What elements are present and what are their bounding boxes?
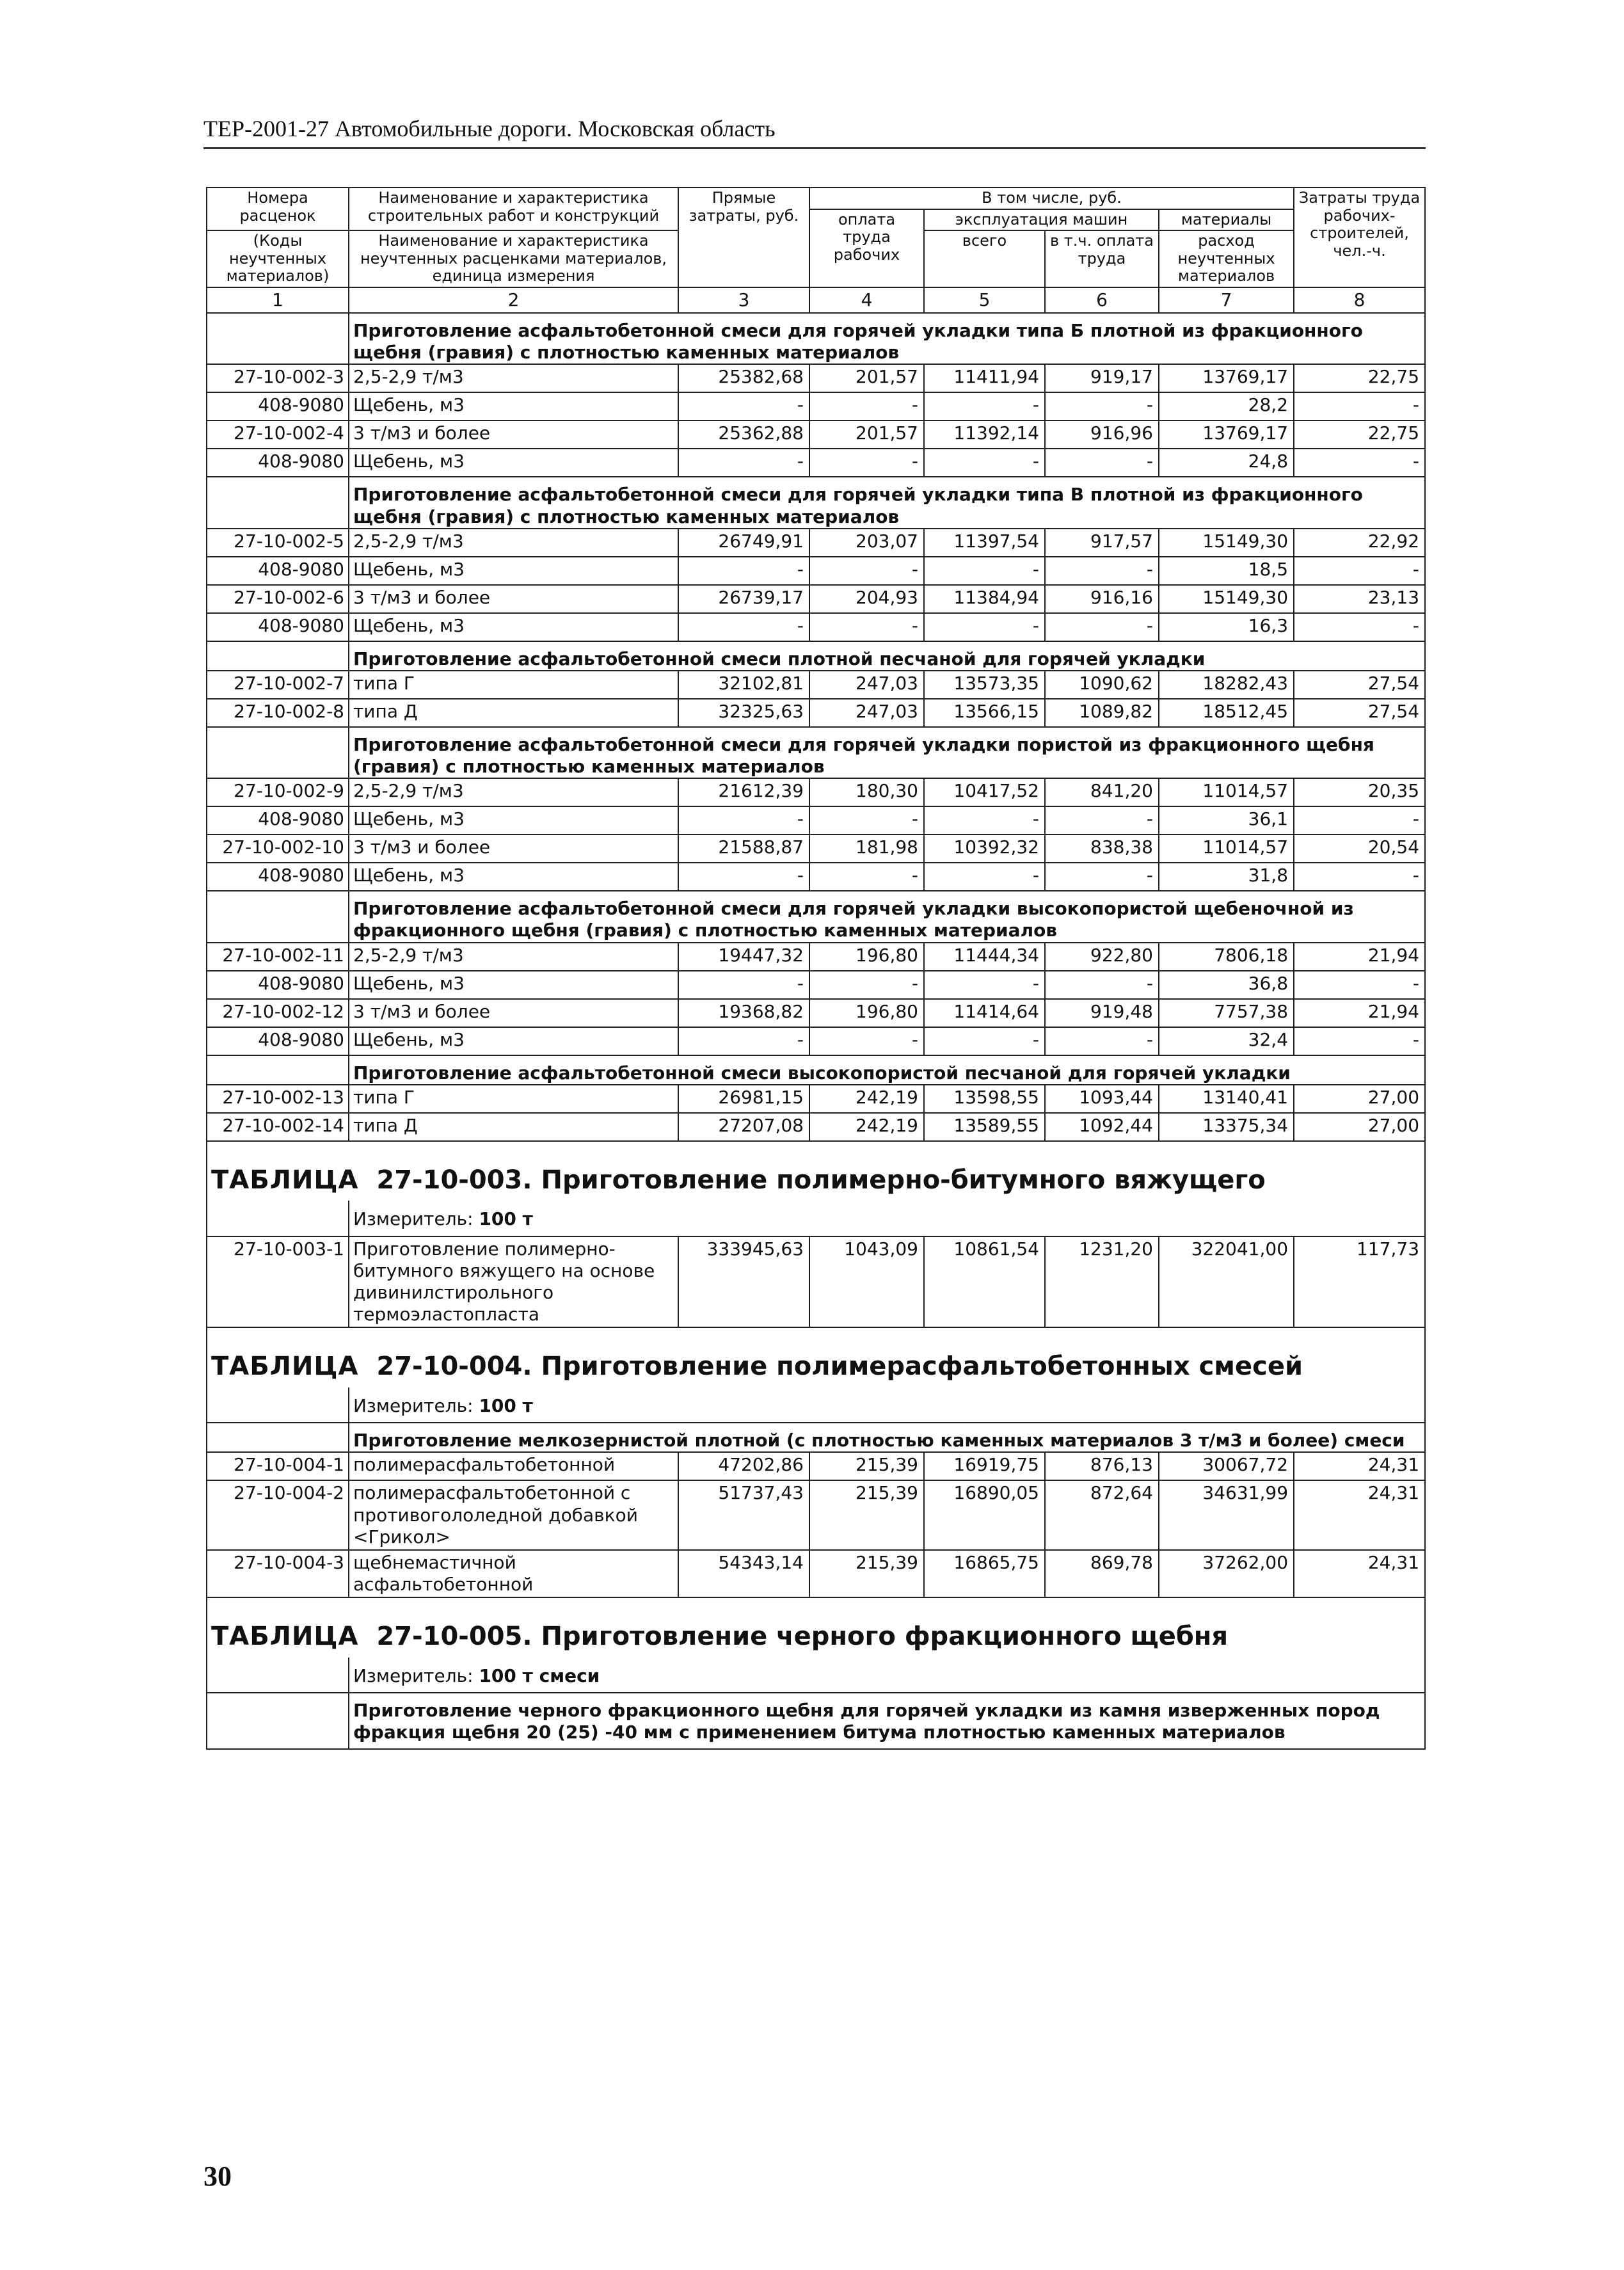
row-direct: - <box>678 613 809 641</box>
table-row <box>207 1452 1425 1480</box>
row-materials: 13769,17 <box>1159 420 1294 449</box>
row-materials: 30067,72 <box>1159 1452 1294 1480</box>
row-wages: 247,03 <box>809 699 924 727</box>
row-name: типа Д <box>349 1113 678 1141</box>
row-wages: 180,30 <box>809 778 924 806</box>
page-header: ТЕР-2001-27 Автомобильные дороги. Московская область <box>203 115 1426 149</box>
row-direct: 19447,32 <box>678 943 809 971</box>
row-labor: - <box>1294 613 1425 641</box>
row-name: Приготовление полимерно-битумного вяжущего на основе дивинилстирольного термоэластопласта <box>349 1236 678 1328</box>
row-wages: - <box>809 863 924 891</box>
section-row <box>207 891 1425 942</box>
measure-label: Измеритель: <box>353 1395 474 1417</box>
table-label: ТАБЛИЦА <box>211 1622 359 1652</box>
row-name: Щебень, м3 <box>349 613 678 641</box>
row-direct: 21612,39 <box>678 778 809 806</box>
table-header <box>207 188 1425 313</box>
row-machines: 13566,15 <box>924 699 1045 727</box>
row-materials: 16,3 <box>1159 613 1294 641</box>
row-wages: - <box>809 392 924 420</box>
row-materials: 36,1 <box>1159 806 1294 835</box>
header-direct-costs: Прямые затраты, руб. <box>678 188 809 287</box>
table-heading <box>207 1597 1425 1658</box>
row-machines: 16865,75 <box>924 1550 1045 1597</box>
row-materials: 7806,18 <box>1159 943 1294 971</box>
col-number: 1 <box>207 287 349 313</box>
table-row <box>207 778 1425 806</box>
row-direct: 25362,88 <box>678 420 809 449</box>
row-direct: - <box>678 806 809 835</box>
section-title: Приготовление черного фракционного щебня для горячей укладки из камня изверженных пород фракция щебня 20 (25) -40 мм с применением битума плотностью каменных материалов <box>349 1693 1425 1749</box>
row-name: Щебень, м3 <box>349 1027 678 1055</box>
table-row <box>207 1550 1425 1597</box>
header-machines: эксплуатация машин <box>924 209 1159 231</box>
row-code: 27-10-002-9 <box>207 778 349 806</box>
row-machine-wages: 922,80 <box>1045 943 1159 971</box>
row-direct: - <box>678 392 809 420</box>
row-machine-wages: - <box>1045 806 1159 835</box>
row-materials: 322041,00 <box>1159 1236 1294 1328</box>
row-machines: - <box>924 971 1045 999</box>
row-materials: 28,2 <box>1159 392 1294 420</box>
row-machines: 10392,32 <box>924 835 1045 863</box>
row-name: Щебень, м3 <box>349 557 678 585</box>
section-title: Приготовление асфальтобетонной смеси для горячей укладки пористой из фракционного щебня (гравия) с плотностью каменных материалов <box>349 727 1425 778</box>
row-code: 27-10-002-11 <box>207 943 349 971</box>
row-materials: 34631,99 <box>1159 1480 1294 1549</box>
row-direct: 26739,17 <box>678 585 809 613</box>
row-labor: 27,00 <box>1294 1113 1425 1141</box>
row-name: полимерасфальтобетонной с противогололедной добавкой <Грикол> <box>349 1480 678 1549</box>
row-name: Щебень, м3 <box>349 971 678 999</box>
row-wages: 196,80 <box>809 999 924 1027</box>
row-materials: 13769,17 <box>1159 364 1294 392</box>
measure-value: 100 т <box>479 1395 533 1417</box>
row-direct: 26749,91 <box>678 529 809 557</box>
row-machine-wages: 916,96 <box>1045 420 1159 449</box>
row-name: Щебень, м3 <box>349 863 678 891</box>
row-machine-wages: 917,57 <box>1045 529 1159 557</box>
row-labor: 22,75 <box>1294 364 1425 392</box>
table-row <box>207 999 1425 1027</box>
col-number: 3 <box>678 287 809 313</box>
row-machines: - <box>924 863 1045 891</box>
row-direct: 19368,82 <box>678 999 809 1027</box>
row-wages: 196,80 <box>809 943 924 971</box>
row-labor: 21,94 <box>1294 999 1425 1027</box>
row-code: 27-10-002-13 <box>207 1085 349 1113</box>
measure-unit <box>349 1387 1425 1423</box>
row-code: 27-10-004-1 <box>207 1452 349 1480</box>
row-wages: - <box>809 449 924 477</box>
row-machine-wages: - <box>1045 613 1159 641</box>
row-code: 27-10-002-10 <box>207 835 349 863</box>
row-machines: 11392,14 <box>924 420 1045 449</box>
table-row <box>207 529 1425 557</box>
section-title: Приготовление асфальтобетонной смеси для горячей укладки типа Б плотной из фракционного щебня (гравия) с плотностью каменных материалов <box>349 313 1425 364</box>
table-heading-row <box>207 1141 1425 1201</box>
row-machine-wages: 916,16 <box>1045 585 1159 613</box>
measure-value: 100 т <box>479 1208 533 1230</box>
table-heading-row <box>207 1327 1425 1387</box>
page-number: 30 <box>203 2161 232 2192</box>
measure-row <box>207 1201 1425 1236</box>
row-labor: - <box>1294 557 1425 585</box>
row-labor: 20,35 <box>1294 778 1425 806</box>
row-direct: 27207,08 <box>678 1113 809 1141</box>
row-name: типа Д <box>349 699 678 727</box>
row-machine-wages: 1092,44 <box>1045 1113 1159 1141</box>
table-row <box>207 943 1425 971</box>
section-title: Приготовление асфальтобетонной смеси для горячей укладки высокопористой щебеночной из фракционного щебня (гравия) с плотностью каменных материалов <box>349 891 1425 942</box>
row-direct: 32102,81 <box>678 671 809 699</box>
row-code: 27-10-002-7 <box>207 671 349 699</box>
row-labor: 27,54 <box>1294 699 1425 727</box>
row-name: 3 т/м3 и более <box>349 999 678 1027</box>
header-name: Наименование и характеристика строительных работ и конструкций <box>349 188 678 230</box>
row-wages: 215,39 <box>809 1480 924 1549</box>
row-machines: - <box>924 449 1045 477</box>
row-machines: - <box>924 392 1045 420</box>
table-row <box>207 420 1425 449</box>
row-materials: 11014,57 <box>1159 835 1294 863</box>
measure-row <box>207 1387 1425 1423</box>
row-direct: - <box>678 1027 809 1055</box>
table-title: Приготовление полимерно-битумного вяжущего <box>541 1165 1266 1195</box>
row-labor: 24,31 <box>1294 1452 1425 1480</box>
row-labor: 27,00 <box>1294 1085 1425 1113</box>
row-machines: 11414,64 <box>924 999 1045 1027</box>
row-code: 408-9080 <box>207 806 349 835</box>
table-row <box>207 835 1425 863</box>
header-codes: Номера расценок <box>207 188 349 230</box>
row-name: 2,5-2,9 т/м3 <box>349 364 678 392</box>
row-machines: 10417,52 <box>924 778 1045 806</box>
row-code: 27-10-004-3 <box>207 1550 349 1597</box>
row-materials: 18282,43 <box>1159 671 1294 699</box>
col-number: 2 <box>349 287 678 313</box>
row-wages: - <box>809 806 924 835</box>
row-name: типа Г <box>349 671 678 699</box>
row-materials: 13140,41 <box>1159 1085 1294 1113</box>
row-name: Щебень, м3 <box>349 392 678 420</box>
row-machine-wages: 869,78 <box>1045 1550 1159 1597</box>
row-labor: 27,54 <box>1294 671 1425 699</box>
header-machines-wages: в т.ч. оплата труда <box>1045 230 1159 287</box>
row-code: 408-9080 <box>207 392 349 420</box>
rates-table <box>206 187 1426 1750</box>
row-labor: 22,75 <box>1294 420 1425 449</box>
row-materials: 37262,00 <box>1159 1550 1294 1597</box>
row-machine-wages: 919,17 <box>1045 364 1159 392</box>
row-code: 27-10-002-5 <box>207 529 349 557</box>
row-wages: - <box>809 1027 924 1055</box>
row-code: 408-9080 <box>207 971 349 999</box>
row-code: 27-10-002-4 <box>207 420 349 449</box>
row-labor: 117,73 <box>1294 1236 1425 1328</box>
row-name: 3 т/м3 и более <box>349 835 678 863</box>
row-machines: 13589,55 <box>924 1113 1045 1141</box>
col-number: 8 <box>1294 287 1425 313</box>
row-code: 27-10-002-14 <box>207 1113 349 1141</box>
section-title: Приготовление мелкозернистой плотной (с плотностью каменных материалов 3 т/м3 и более) смеси <box>349 1423 1425 1452</box>
measure-row <box>207 1658 1425 1693</box>
table-row <box>207 806 1425 835</box>
table-title: Приготовление полимерасфальтобетонных смесей <box>541 1352 1303 1382</box>
row-labor: - <box>1294 971 1425 999</box>
row-materials: 24,8 <box>1159 449 1294 477</box>
row-wages: 204,93 <box>809 585 924 613</box>
table-heading-row <box>207 1597 1425 1658</box>
row-direct: - <box>678 863 809 891</box>
row-labor: - <box>1294 1027 1425 1055</box>
row-machine-wages: 1090,62 <box>1045 671 1159 699</box>
row-materials: 15149,30 <box>1159 585 1294 613</box>
row-code: 27-10-002-8 <box>207 699 349 727</box>
row-code: 27-10-002-6 <box>207 585 349 613</box>
row-wages: 242,19 <box>809 1085 924 1113</box>
row-wages: 242,19 <box>809 1113 924 1141</box>
table-row <box>207 671 1425 699</box>
measure-label: Измеритель: <box>353 1665 474 1686</box>
table-label: ТАБЛИЦА <box>211 1352 359 1382</box>
row-machine-wages: 1231,20 <box>1045 1236 1159 1328</box>
col-number: 4 <box>809 287 924 313</box>
row-materials: 32,4 <box>1159 1027 1294 1055</box>
row-materials: 18,5 <box>1159 557 1294 585</box>
row-direct: 32325,63 <box>678 699 809 727</box>
row-machines: - <box>924 613 1045 641</box>
row-machine-wages: 841,20 <box>1045 778 1159 806</box>
row-machines: 16890,05 <box>924 1480 1045 1549</box>
row-machines: 11397,54 <box>924 529 1045 557</box>
row-machines: 10861,54 <box>924 1236 1045 1328</box>
table-row <box>207 1085 1425 1113</box>
row-materials: 18512,45 <box>1159 699 1294 727</box>
row-materials: 15149,30 <box>1159 529 1294 557</box>
row-wages: - <box>809 613 924 641</box>
table-heading <box>207 1327 1425 1387</box>
table-row <box>207 557 1425 585</box>
header-group: В том числе, руб. <box>809 188 1294 209</box>
row-machines: 16919,75 <box>924 1452 1045 1480</box>
row-materials: 13375,34 <box>1159 1113 1294 1141</box>
row-machine-wages: - <box>1045 1027 1159 1055</box>
row-machines: - <box>924 806 1045 835</box>
section-row <box>207 1423 1425 1452</box>
row-labor: 24,31 <box>1294 1550 1425 1597</box>
row-labor: 20,54 <box>1294 835 1425 863</box>
row-machines: - <box>924 557 1045 585</box>
row-machine-wages: 1089,82 <box>1045 699 1159 727</box>
row-direct: 25382,68 <box>678 364 809 392</box>
table-row <box>207 1027 1425 1055</box>
row-labor: 24,31 <box>1294 1480 1425 1549</box>
row-machines: 11444,34 <box>924 943 1045 971</box>
header-material-codes: (Коды неучтенных материалов) <box>207 230 349 287</box>
row-machines: 11411,94 <box>924 364 1045 392</box>
header-wages: оплата труда рабочих <box>809 209 924 287</box>
row-name: типа Г <box>349 1085 678 1113</box>
row-labor: - <box>1294 392 1425 420</box>
row-code: 408-9080 <box>207 613 349 641</box>
row-machine-wages: 919,48 <box>1045 999 1159 1027</box>
table-row <box>207 699 1425 727</box>
row-name: 3 т/м3 и более <box>349 420 678 449</box>
measure-unit <box>349 1201 1425 1236</box>
table-body <box>207 313 1425 1749</box>
row-machine-wages: - <box>1045 449 1159 477</box>
row-name: Щебень, м3 <box>349 806 678 835</box>
row-wages: - <box>809 557 924 585</box>
row-name: 2,5-2,9 т/м3 <box>349 943 678 971</box>
row-code: 408-9080 <box>207 1027 349 1055</box>
row-code: 408-9080 <box>207 557 349 585</box>
row-direct: 333945,63 <box>678 1236 809 1328</box>
row-labor: 22,92 <box>1294 529 1425 557</box>
table-row <box>207 863 1425 891</box>
section-row <box>207 1693 1425 1749</box>
table-row <box>207 1113 1425 1141</box>
row-machine-wages: 838,38 <box>1045 835 1159 863</box>
row-machine-wages: 1093,44 <box>1045 1085 1159 1113</box>
row-materials: 36,8 <box>1159 971 1294 999</box>
row-wages: - <box>809 971 924 999</box>
row-machines: - <box>924 1027 1045 1055</box>
row-machines: 13598,55 <box>924 1085 1045 1113</box>
section-title: Приготовление асфальтобетонной смеси для горячей укладки типа В плотной из фракционного щебня (гравия) с плотностью каменных материалов <box>349 477 1425 528</box>
row-direct: - <box>678 971 809 999</box>
section-row <box>207 641 1425 671</box>
header-labor: Затраты труда рабочих-строителей, чел.-ч. <box>1294 188 1425 287</box>
header-material-usage: расход неучтенных материалов <box>1159 230 1294 287</box>
table-row <box>207 1236 1425 1328</box>
table-code: 27-10-003. <box>376 1165 532 1195</box>
row-direct: 26981,15 <box>678 1085 809 1113</box>
section-title: Приготовление асфальтобетонной смеси плотной песчаной для горячей укладки <box>349 641 1425 671</box>
row-code: 408-9080 <box>207 449 349 477</box>
header-machines-total: всего <box>924 230 1045 287</box>
row-machine-wages: 872,64 <box>1045 1480 1159 1549</box>
row-name: 3 т/м3 и более <box>349 585 678 613</box>
row-wages: 215,39 <box>809 1452 924 1480</box>
row-name: 2,5-2,9 т/м3 <box>349 778 678 806</box>
row-wages: 201,57 <box>809 364 924 392</box>
row-wages: 247,03 <box>809 671 924 699</box>
row-direct: 51737,43 <box>678 1480 809 1549</box>
table-row <box>207 613 1425 641</box>
table-row <box>207 392 1425 420</box>
measure-value: 100 т смеси <box>479 1665 600 1686</box>
row-labor: - <box>1294 806 1425 835</box>
table-row <box>207 971 1425 999</box>
measure-unit <box>349 1658 1425 1693</box>
table-row <box>207 449 1425 477</box>
table-row <box>207 1480 1425 1549</box>
col-number: 6 <box>1045 287 1159 313</box>
table-label: ТАБЛИЦА <box>211 1165 359 1195</box>
section-row <box>207 1055 1425 1085</box>
row-name: щебнемастичной асфальтобетонной <box>349 1550 678 1597</box>
row-code: 27-10-002-12 <box>207 999 349 1027</box>
table-code: 27-10-004. <box>376 1352 532 1382</box>
measure-label: Измеритель: <box>353 1208 474 1230</box>
row-direct: 47202,86 <box>678 1452 809 1480</box>
row-code: 27-10-003-1 <box>207 1236 349 1328</box>
row-wages: 215,39 <box>809 1550 924 1597</box>
row-direct: 21588,87 <box>678 835 809 863</box>
row-direct: - <box>678 449 809 477</box>
col-number: 7 <box>1159 287 1294 313</box>
row-code: 27-10-002-3 <box>207 364 349 392</box>
row-machine-wages: - <box>1045 863 1159 891</box>
row-wages: 203,07 <box>809 529 924 557</box>
row-direct: 54343,14 <box>678 1550 809 1597</box>
row-materials: 7757,38 <box>1159 999 1294 1027</box>
row-machine-wages: 876,13 <box>1045 1452 1159 1480</box>
section-title: Приготовление асфальтобетонной смеси высокопористой песчаной для горячей укладки <box>349 1055 1425 1085</box>
row-code: 27-10-004-2 <box>207 1480 349 1549</box>
section-row <box>207 727 1425 778</box>
table-heading <box>207 1141 1425 1201</box>
row-name: Щебень, м3 <box>349 449 678 477</box>
row-direct: - <box>678 557 809 585</box>
table-code: 27-10-005. <box>376 1622 532 1652</box>
row-machine-wages: - <box>1045 557 1159 585</box>
row-wages: 181,98 <box>809 835 924 863</box>
table-title: Приготовление черного фракционного щебня <box>541 1622 1229 1652</box>
row-machine-wages: - <box>1045 392 1159 420</box>
row-name: 2,5-2,9 т/м3 <box>349 529 678 557</box>
table-row <box>207 585 1425 613</box>
row-labor: 21,94 <box>1294 943 1425 971</box>
row-wages: 1043,09 <box>809 1236 924 1328</box>
row-labor: - <box>1294 863 1425 891</box>
table-row <box>207 364 1425 392</box>
row-machine-wages: - <box>1045 971 1159 999</box>
header-material-name: Наименование и характеристика неучтенных расценками материалов, единица измерения <box>349 230 678 287</box>
col-number: 5 <box>924 287 1045 313</box>
section-row <box>207 477 1425 528</box>
header-materials: материалы <box>1159 209 1294 231</box>
row-code: 408-9080 <box>207 863 349 891</box>
row-name: полимерасфальтобетонной <box>349 1452 678 1480</box>
row-wages: 201,57 <box>809 420 924 449</box>
section-row <box>207 313 1425 364</box>
row-labor: 23,13 <box>1294 585 1425 613</box>
row-machines: 13573,35 <box>924 671 1045 699</box>
row-labor: - <box>1294 449 1425 477</box>
row-materials: 11014,57 <box>1159 778 1294 806</box>
row-machines: 11384,94 <box>924 585 1045 613</box>
row-materials: 31,8 <box>1159 863 1294 891</box>
